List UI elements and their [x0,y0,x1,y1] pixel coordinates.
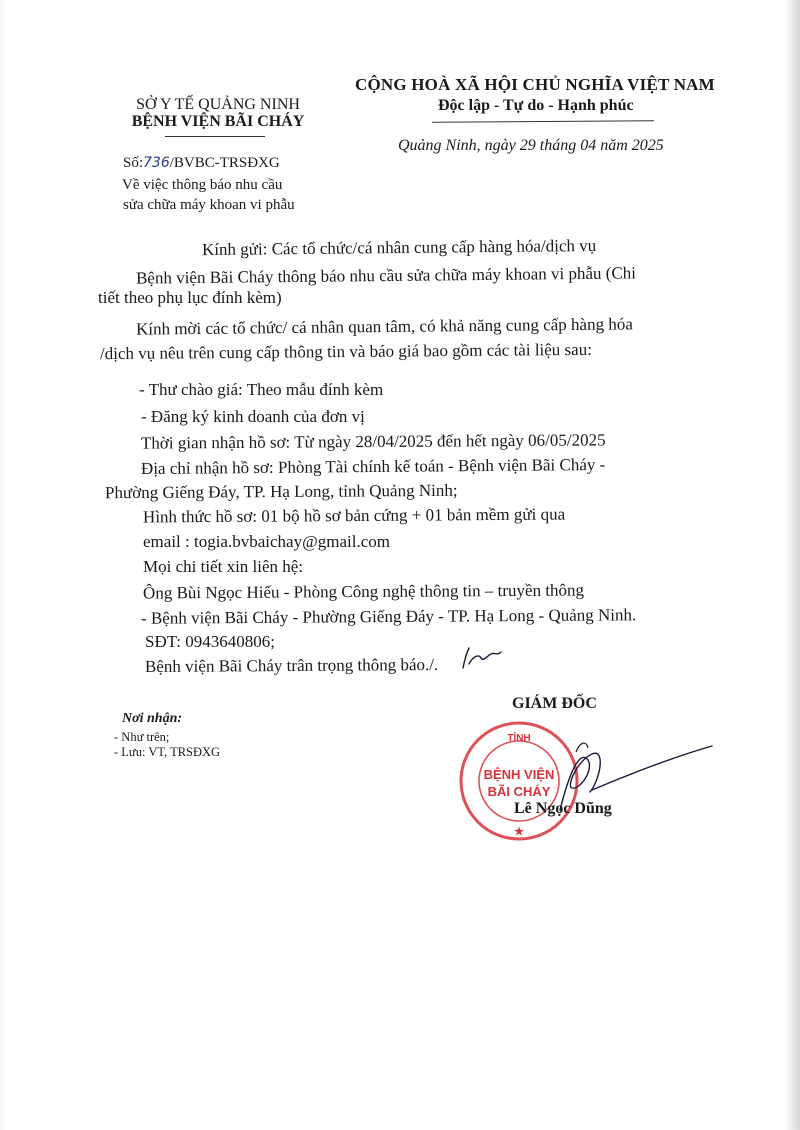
hospital-name: BỆNH VIỆN BÃI CHÁY [131,113,305,130]
handwritten-initials [457,644,503,672]
document-number [123,155,280,172]
doc-number-prefix: Số: [123,155,144,171]
place-date: Quảng Ninh, ngày 29 tháng 04 năm 2025 [398,137,664,154]
closing-line: Bệnh viện Bãi Cháy trân trọng thông báo./. [144,654,439,677]
invite-line-2: /dịch vụ nêu trên cung cấp thông tin và báo giá bao gồm các tài liệu sau: [99,339,592,364]
agency-name: SỞ Y TẾ QUẢNG NINH [136,96,300,113]
doc-item: - Thư chào giá: Theo mẫu đính kèm [139,380,384,399]
address-line-2: Phường Giếng Đáy, TP. Hạ Long, tỉnh Quảng Ninh; [104,480,458,503]
motto-underline [432,120,654,123]
contact-address: - Bệnh viện Bãi Cháy - Phường Giếng Đáy - TP. Hạ Long - Quảng Ninh. [140,605,637,628]
page-edge-shadow [786,0,800,1130]
contact-intro: Mọi chi tiết xin liên hệ: [143,557,304,576]
stamp-line-2: BÃI CHÁY [487,784,551,799]
recipient-item: - Như trên; [114,730,170,744]
director-name: Lê Ngọc Dũng [514,800,612,817]
invite-line-1: Kính mời các tổ chức/ cá nhân quan tâm, có khả năng cung cấp hàng hóa [135,314,633,339]
doc-number-handwritten: 736 [143,155,170,171]
subject-line-2: sửa chữa máy khoan vi phẫu [123,197,295,213]
submission-format: Hình thức hồ sơ: 01 bộ hồ sơ bản cứng + 01 bản mềm gửi qua [142,504,566,527]
stamp-ring-text: TỈNH [507,733,531,744]
national-title: CỘNG HOÀ XÃ HỘI CHỦ NGHĨA VIỆT NAM [355,75,715,94]
phone-line: SĐT: 0943640806; [145,632,275,651]
doc-item: - Đăng ký kinh doanh của đơn vị [141,407,365,426]
submission-time: Thời gian nhận hồ sơ: Từ ngày 28/04/2025 đến hết ngày 06/05/2025 [140,430,606,453]
intro-line-2: tiết theo phụ lục đính kèm) [98,288,282,307]
svg-text:★: ★ [514,826,524,838]
email-line: email : togia.bvbaichay@gmail.com [143,532,390,551]
hospital-underline [165,136,265,137]
subject-line-1: Về việc thông báo nhu cầu [122,177,283,193]
recipient-item: - Lưu: VT, TRSĐXG [114,745,221,759]
recipient-line: Kính gửi: Các tổ chức/cá nhân cung cấp hàng hóa/dịch vụ [201,235,597,260]
address-line-1: Địa chỉ nhận hồ sơ: Phòng Tài chính kế toán - Bệnh viện Bãi Cháy - [140,454,606,479]
doc-number-suffix: /BVBC-TRSĐXG [169,155,280,171]
contact-person: Ông Bùi Ngọc Hiếu - Phòng Công nghệ thông tin – truyền thông [142,580,585,603]
recipients-title: Nơi nhận: [122,711,183,726]
intro-line-1: Bệnh viện Bãi Cháy thông báo nhu cầu sửa chữa máy khoan vi phẫu (Chi [135,263,637,288]
stamp-line-1: BỆNH VIỆN [483,767,555,782]
director-title: GIÁM ĐỐC [512,695,597,712]
motto: Độc lập - Tự do - Hạnh phúc [438,97,634,114]
